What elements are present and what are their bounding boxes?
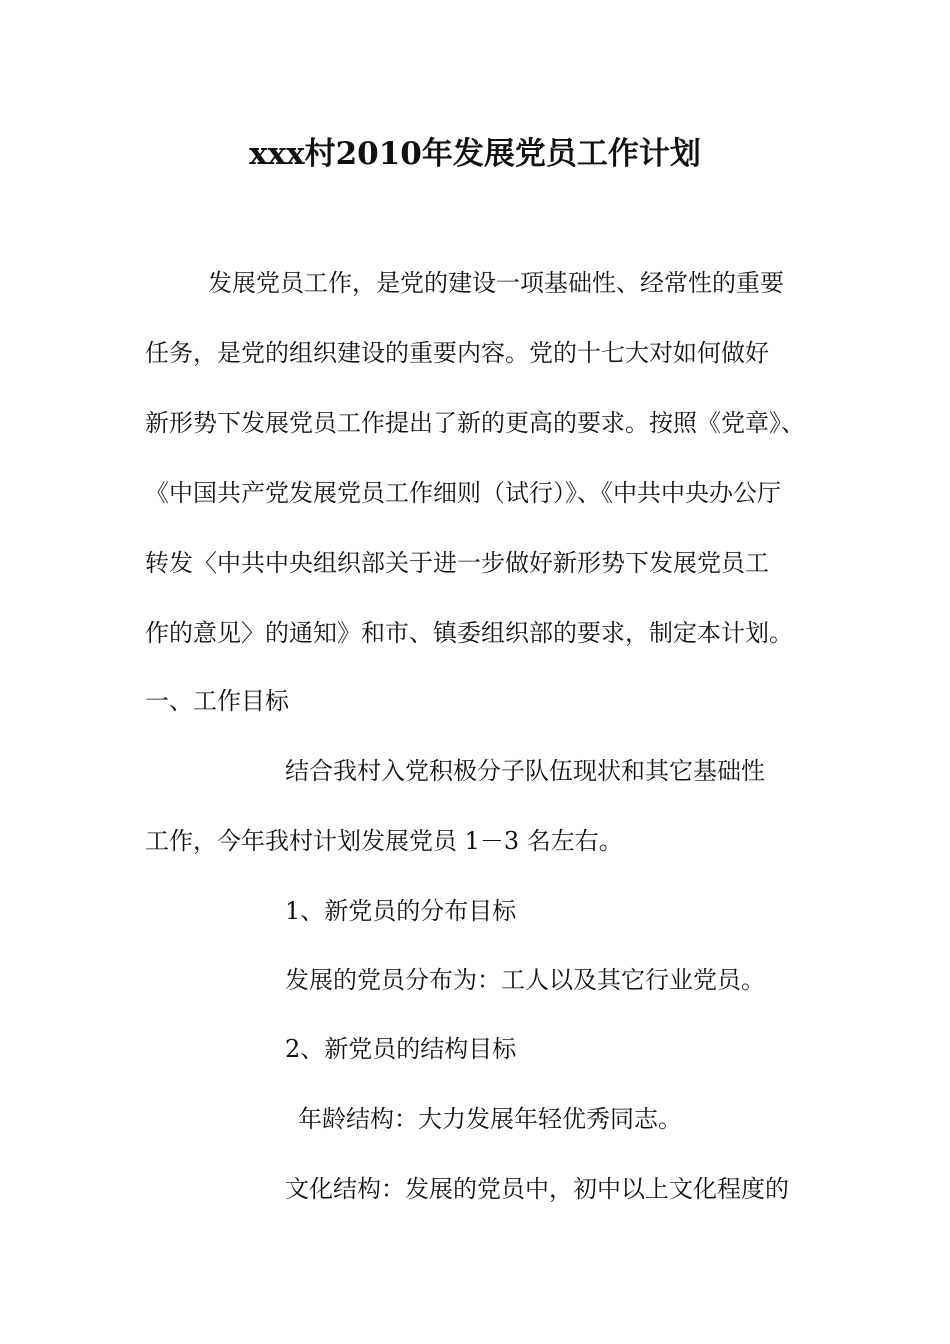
paragraph-line: 《中国共产党发展党员工作细则（试行）》、《中共中央办公厅 [145, 479, 781, 507]
paragraph-line: 作的意见〉的通知》和市、镇委组织部的要求，制定本计划。 [145, 619, 793, 647]
paragraph-line: 文化结构：发展的党员中，初中以上文化程度的 [285, 1175, 789, 1203]
paragraph-line: 年龄结构：大力发展年轻优秀同志。 [298, 1105, 682, 1133]
paragraph-line: 新形势下发展党员工作提出了新的更高的要求。按照《党章》、 [145, 409, 805, 437]
subsection-heading: 1、新党员的分布目标 [285, 897, 517, 925]
subsection-heading: 2、新党员的结构目标 [285, 1035, 517, 1063]
paragraph-line: 发展的党员分布为：工人以及其它行业党员。 [285, 966, 765, 994]
paragraph-line: 发展党员工作，是党的建设一项基础性、经常性的重要 [208, 269, 784, 297]
paragraph-line: 工作，今年我村计划发展党员 1－3 名左右。 [145, 827, 623, 855]
paragraph-line: 转发〈中共中央组织部关于进一步做好新形势下发展党员工 [145, 549, 769, 577]
section-heading: 一、工作目标 [145, 687, 289, 715]
paragraph-line: 任务，是党的组织建设的重要内容。党的十七大对如何做好 [145, 339, 769, 367]
document-title: xxx村2010年发展党员工作计划 [249, 136, 701, 172]
paragraph-line: 结合我村入党积极分子队伍现状和其它基础性 [285, 757, 765, 785]
